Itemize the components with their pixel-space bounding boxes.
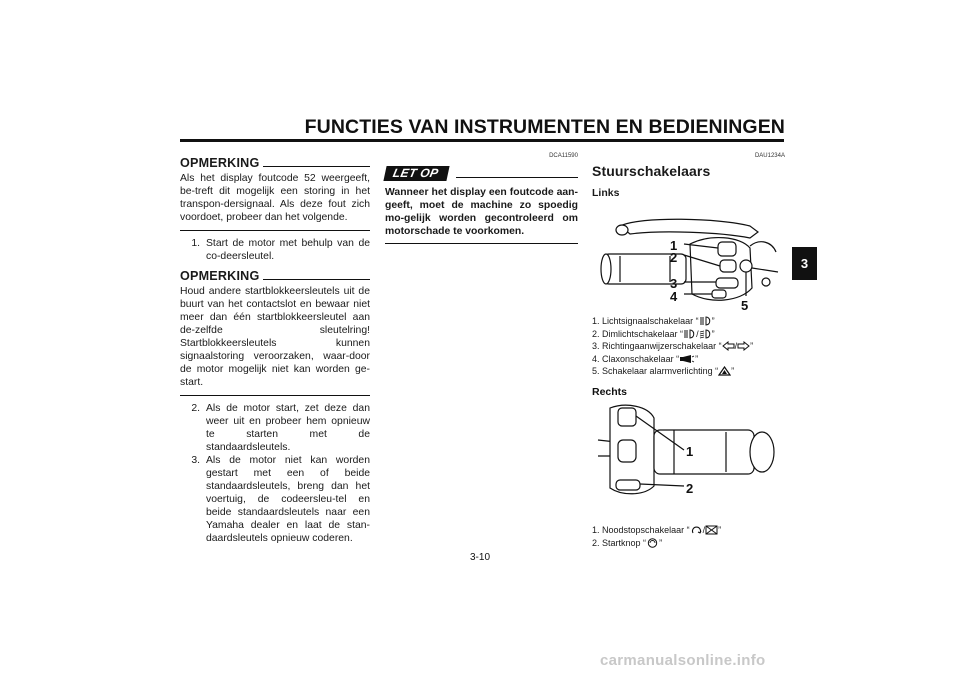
- step-number: 1.: [191, 238, 200, 249]
- callout-1: 1: [686, 444, 694, 459]
- note-heading-2: [180, 270, 370, 283]
- turn-right-icon: [734, 341, 750, 351]
- legend-number: 3.: [592, 341, 600, 351]
- page-header-title: FUNCTIES VAN INSTRUMENTEN EN BEDIENINGEN: [304, 116, 785, 138]
- step-number: 3.: [191, 455, 200, 466]
- step-item: [180, 402, 370, 454]
- doc-code: DCA11590: [549, 153, 578, 159]
- legend-number: 4.: [592, 353, 600, 364]
- legend-number: 2.: [592, 328, 600, 339]
- caution-heading: [385, 166, 578, 181]
- middle-column: [385, 150, 578, 244]
- legend-separator: /: [696, 328, 699, 339]
- steps-list-1: [180, 237, 370, 263]
- legend-text: Startknop “: [602, 537, 647, 548]
- turn-left-icon: [722, 341, 735, 351]
- legend-text: Noodstopschakelaar “: [602, 525, 690, 535]
- watermark: carmanualsonline.info: [600, 652, 766, 669]
- legend-item: [592, 340, 782, 353]
- right-column: [592, 150, 785, 200]
- legend-number: 5.: [592, 366, 600, 376]
- high-beam-icon: [699, 316, 712, 326]
- header-rule: [180, 139, 784, 142]
- hazard-icon: [718, 366, 731, 376]
- callout-5: 5: [741, 298, 749, 313]
- legend-number: 1.: [592, 316, 600, 326]
- callout-1: 1: [670, 238, 678, 253]
- legend-text: Richtingaanwijzerschakelaar “: [602, 341, 722, 351]
- note-label: OPMERKING: [180, 269, 260, 283]
- caution-badge: LET OP: [383, 166, 449, 181]
- legend-text: Dimlichtschakelaar “: [602, 328, 684, 339]
- legend-number: 1.: [592, 525, 600, 535]
- legend-separator: /: [734, 341, 738, 351]
- chapter-tab: 3: [792, 247, 817, 280]
- legend-item: [592, 315, 782, 328]
- callout-3: 3: [670, 276, 678, 291]
- legend-text-end: ”: [659, 537, 663, 548]
- callout-4: 4: [670, 289, 678, 304]
- start-button-icon: [646, 538, 659, 548]
- step-text: Als de motor start, zet deze dan weer uit en probeer hem opnieuw te starten met de standaardsleutels.: [206, 403, 370, 453]
- horn-icon: [679, 354, 695, 364]
- legend-text-end: ”: [711, 316, 715, 326]
- step-text: Start de motor met behulp van de co-deersleutel.: [206, 238, 370, 262]
- note-end-rule: [180, 230, 370, 231]
- note-label: OPMERKING: [180, 156, 260, 170]
- legend-text: Schakelaar alarmverlichting “: [602, 366, 719, 376]
- note-heading-rule: [263, 279, 370, 280]
- note-text-2: Houd andere startblokkeersleutels uit de buurt van het contactslot en bewaar niet meer dan één startblokkeersleutel aan de-zelfde sleutelring! Startblokkeersleutels kunnen signaalstoring veroorzaken, waar-door de motor mogelijk niet kan worden ge-start.: [180, 286, 370, 388]
- high-beam-icon: [683, 329, 696, 339]
- step-item: [180, 237, 370, 263]
- left-handlebar-illustration: [600, 208, 780, 312]
- caution-heading-rule: [456, 177, 578, 178]
- legend-item: [592, 537, 782, 550]
- subheading-rechts: Rechts: [592, 386, 628, 398]
- legend-item: [592, 328, 782, 341]
- engine-run-icon: [690, 525, 703, 535]
- engine-stop-icon: [702, 525, 718, 535]
- note-heading-rule: [263, 166, 370, 167]
- legend-text-end: ”: [731, 366, 735, 376]
- section-title: Stuurschakelaars: [592, 163, 711, 179]
- doc-code: DAU1234A: [754, 153, 785, 159]
- legend-item: [592, 353, 782, 366]
- callout-2: 2: [670, 250, 678, 265]
- step-text: Als de motor niet kan worden gestart met een of beide standaardsleutels, breng dan het voertuig, de codeersleu-tel en beide standaardsleutels naar een Yamaha dealer en laat de stan-daardsleutels opnieuw coderen.: [206, 455, 370, 544]
- legend-text-end: ”: [695, 353, 699, 364]
- note-text-1: Als het display foutcode 52 weergeeft, be-treft dit mogelijk een storing in het transpon-dersignaal. Als deze fout zich voordoet, probeer dan het volgende.: [180, 173, 370, 223]
- low-beam-icon: [699, 329, 712, 339]
- legend-text-end: ”: [711, 328, 715, 339]
- note-end-rule: [180, 395, 370, 396]
- legend-text: Lichtsignaalschakelaar “: [602, 316, 699, 326]
- rechts-legend: [592, 524, 782, 549]
- legend-text-end: ”: [750, 341, 754, 351]
- legend-item: [592, 365, 782, 378]
- note-heading-1: [180, 157, 370, 170]
- legend-number: 2.: [592, 537, 600, 548]
- left-column: [180, 157, 370, 545]
- legend-text-end: ”: [718, 525, 722, 535]
- caution-end-rule: [385, 243, 578, 244]
- links-legend: [592, 315, 782, 378]
- steps-list-2: [180, 402, 370, 545]
- caution-text: Wanneer het display een foutcode aan-geeft, moet de machine zo spoedig mo-gelijk worden gecontroleerd om motorschade te voorkomen.: [385, 187, 578, 237]
- page-number: 3-10: [469, 552, 490, 563]
- legend-item: [592, 524, 782, 537]
- step-number: 2.: [191, 403, 200, 414]
- legend-text: Claxonschakelaar “: [602, 353, 680, 364]
- step-item: [180, 454, 370, 545]
- legend-separator: /: [702, 525, 706, 535]
- callout-2: 2: [686, 481, 694, 496]
- subheading-links: Links: [592, 187, 620, 199]
